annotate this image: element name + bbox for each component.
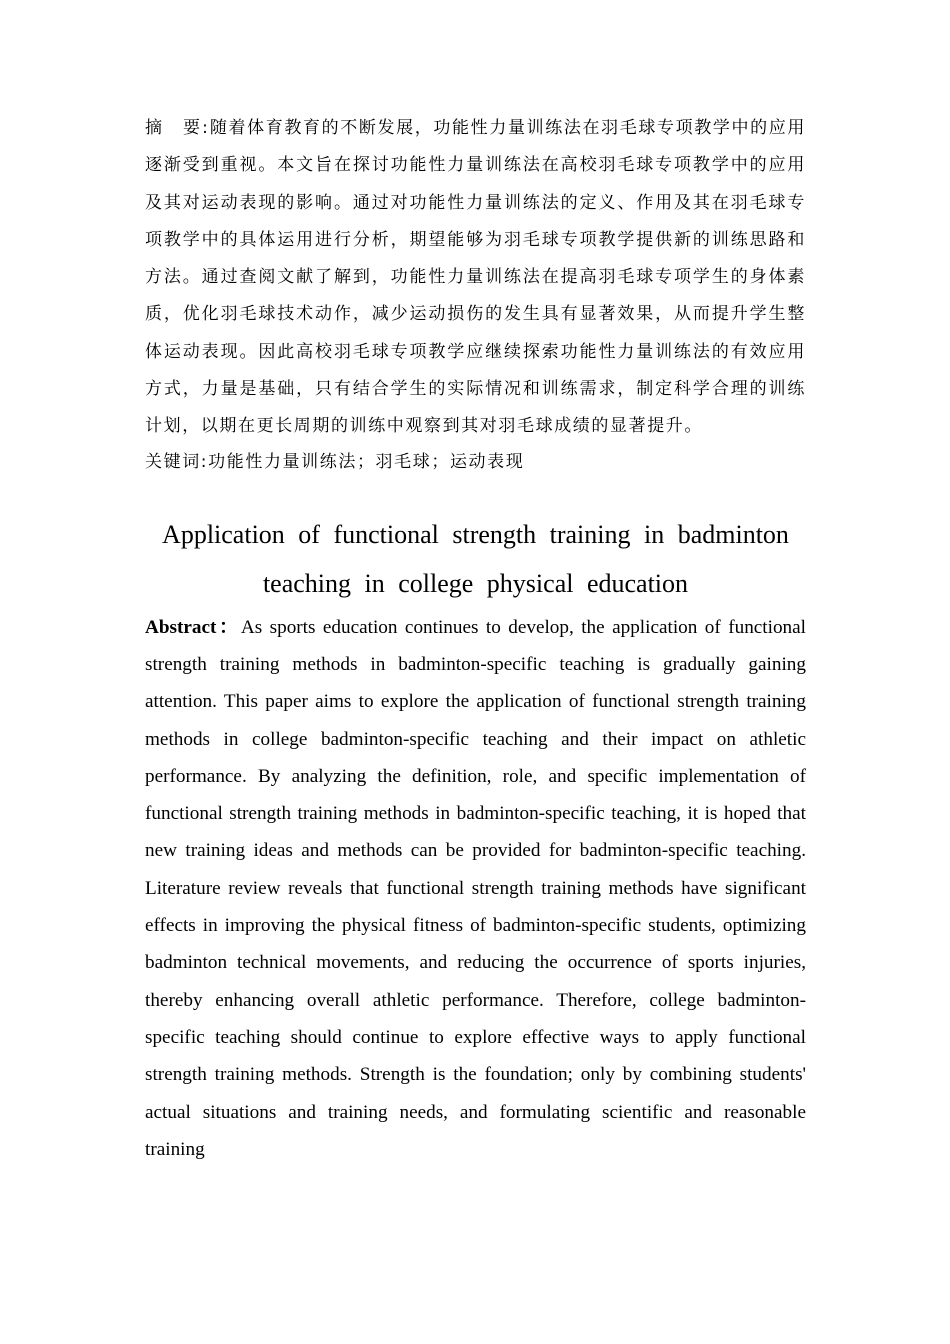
keywords-label: 关键词:	[145, 451, 209, 472]
chinese-abstract-label: 摘 要:	[145, 118, 210, 138]
chinese-abstract	[145, 110, 806, 446]
keywords-text: 功能性力量训练法；羽毛球；运动表现	[208, 451, 525, 472]
english-abstract-label: Abstract：	[145, 616, 241, 638]
english-title-line-1: Application of functional strength training in badminton	[162, 519, 789, 549]
english-title	[145, 510, 806, 608]
english-abstract	[145, 609, 806, 1168]
chinese-abstract-text: 随着体育教育的不断发展，功能性力量训练法在羽毛球专项教学中的应用逐渐受到重视。本文旨在探讨功能性力量训练法在高校羽毛球专项教学中的应用及其对运动表现的影响。通过对功能性力量训练法的定义、作用及其在羽毛球专项教学中的具体运用进行分析，期望能够为羽毛球专项教学提供新的训练思路和方法。通过查阅文献了解到，功能性力量训练法在提高羽毛球专项学生的身体素质，优化羽毛球技术动作，减少运动损伤的发生具有显著效果，从而提升学生整体运动表现。因此高校羽毛球专项教学应继续探索功能性力量训练法的有效应用方式，力量是基础，只有结合学生的实际情况和训练需求，制定科学合理的训练计划，以期在更长周期的训练中观察到其对羽毛球成绩的显著提升。	[145, 118, 806, 437]
english-abstract-text: As sports education continues to develop, the application of functional strength training methods in badminton-specific teaching is gradually gaining attention. This paper aims to explore the application of functional strength training methods in college badminton-specific teaching and their impact on athletic performance. By analyzing the definition, role, and specific implementation of functional strength training methods in badminton-specific teaching, it is hoped that new training ideas and methods can be provided for badminton-specific teaching. Literature review reveals that functional strength training methods have significant effects in improving the physical fitness of badminton-specific students, optimizing badminton technical movements, and reducing the occurrence of sports injuries, thereby enhancing overall athletic performance. Therefore, college badminton-specific teaching should continue to explore effective ways to apply functional strength training methods. Strength is the foundation; only by combining students' actual situations and training needs, and formulating scientific and reasonable training	[145, 616, 806, 1160]
document-page	[145, 110, 806, 1168]
chinese-keywords	[145, 448, 806, 476]
english-title-line-2: teaching in college physical education	[262, 568, 689, 598]
